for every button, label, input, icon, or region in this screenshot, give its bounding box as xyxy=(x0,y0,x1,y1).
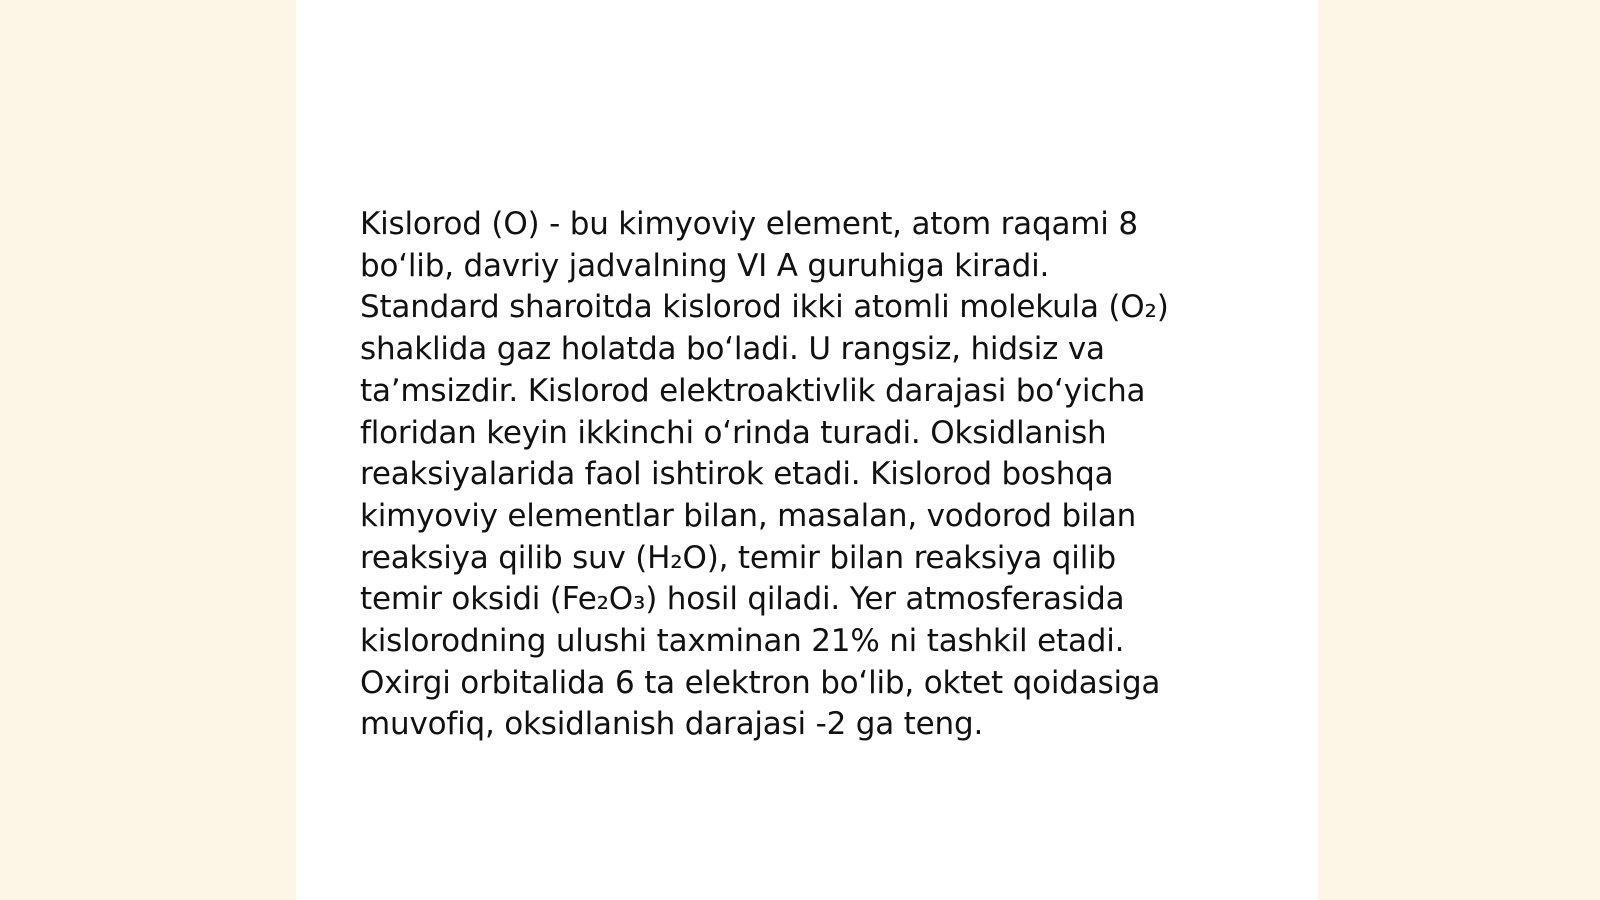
paragraph-line: temir oksidi (Fe₂O₃) hosil qiladi. Yer atmosferasida xyxy=(360,581,1125,618)
paragraph-line: kislorodning ulushi taxminan 21% ni tashkil etadi. xyxy=(360,623,1125,660)
paragraph-line: bo‘lib, davriy jadvalning VI A guruhiga kiradi. xyxy=(360,247,1050,284)
paragraph-line: floridan keyin ikkinchi o‘rinda turadi. Oksidlanish xyxy=(360,414,1107,451)
paragraph-line: ta’msizdir. Kislorod elektroaktivlik darajasi bo‘yicha xyxy=(360,372,1146,409)
paragraph-line: reaksiya qilib suv (H₂O), temir bilan reaksiya qilib xyxy=(360,539,1117,576)
paragraph-line: shaklida gaz holatda bo‘ladi. U rangsiz, hidsiz va xyxy=(360,331,1105,368)
paragraph-line: kimyoviy elementlar bilan, masalan, vodorod bilan xyxy=(360,497,1137,534)
paragraph-line: Oxirgi orbitalida 6 ta elektron bo‘lib, oktet qoidasiga xyxy=(360,664,1161,701)
paragraph-line: Kislorod (O) - bu kimyoviy element, atom raqami 8 xyxy=(360,206,1138,242)
paragraph-line: muvofiq, oksidlanish darajasi -2 ga teng. xyxy=(360,706,984,743)
paragraph-line: reaksiyalarida faol ishtirok etadi. Kislorod boshqa xyxy=(360,456,1114,493)
document-page xyxy=(296,0,1318,900)
body-paragraph xyxy=(360,204,1230,746)
paragraph-line: Standard sharoitda kislorod ikki atomli molekula (O₂) xyxy=(360,289,1169,326)
